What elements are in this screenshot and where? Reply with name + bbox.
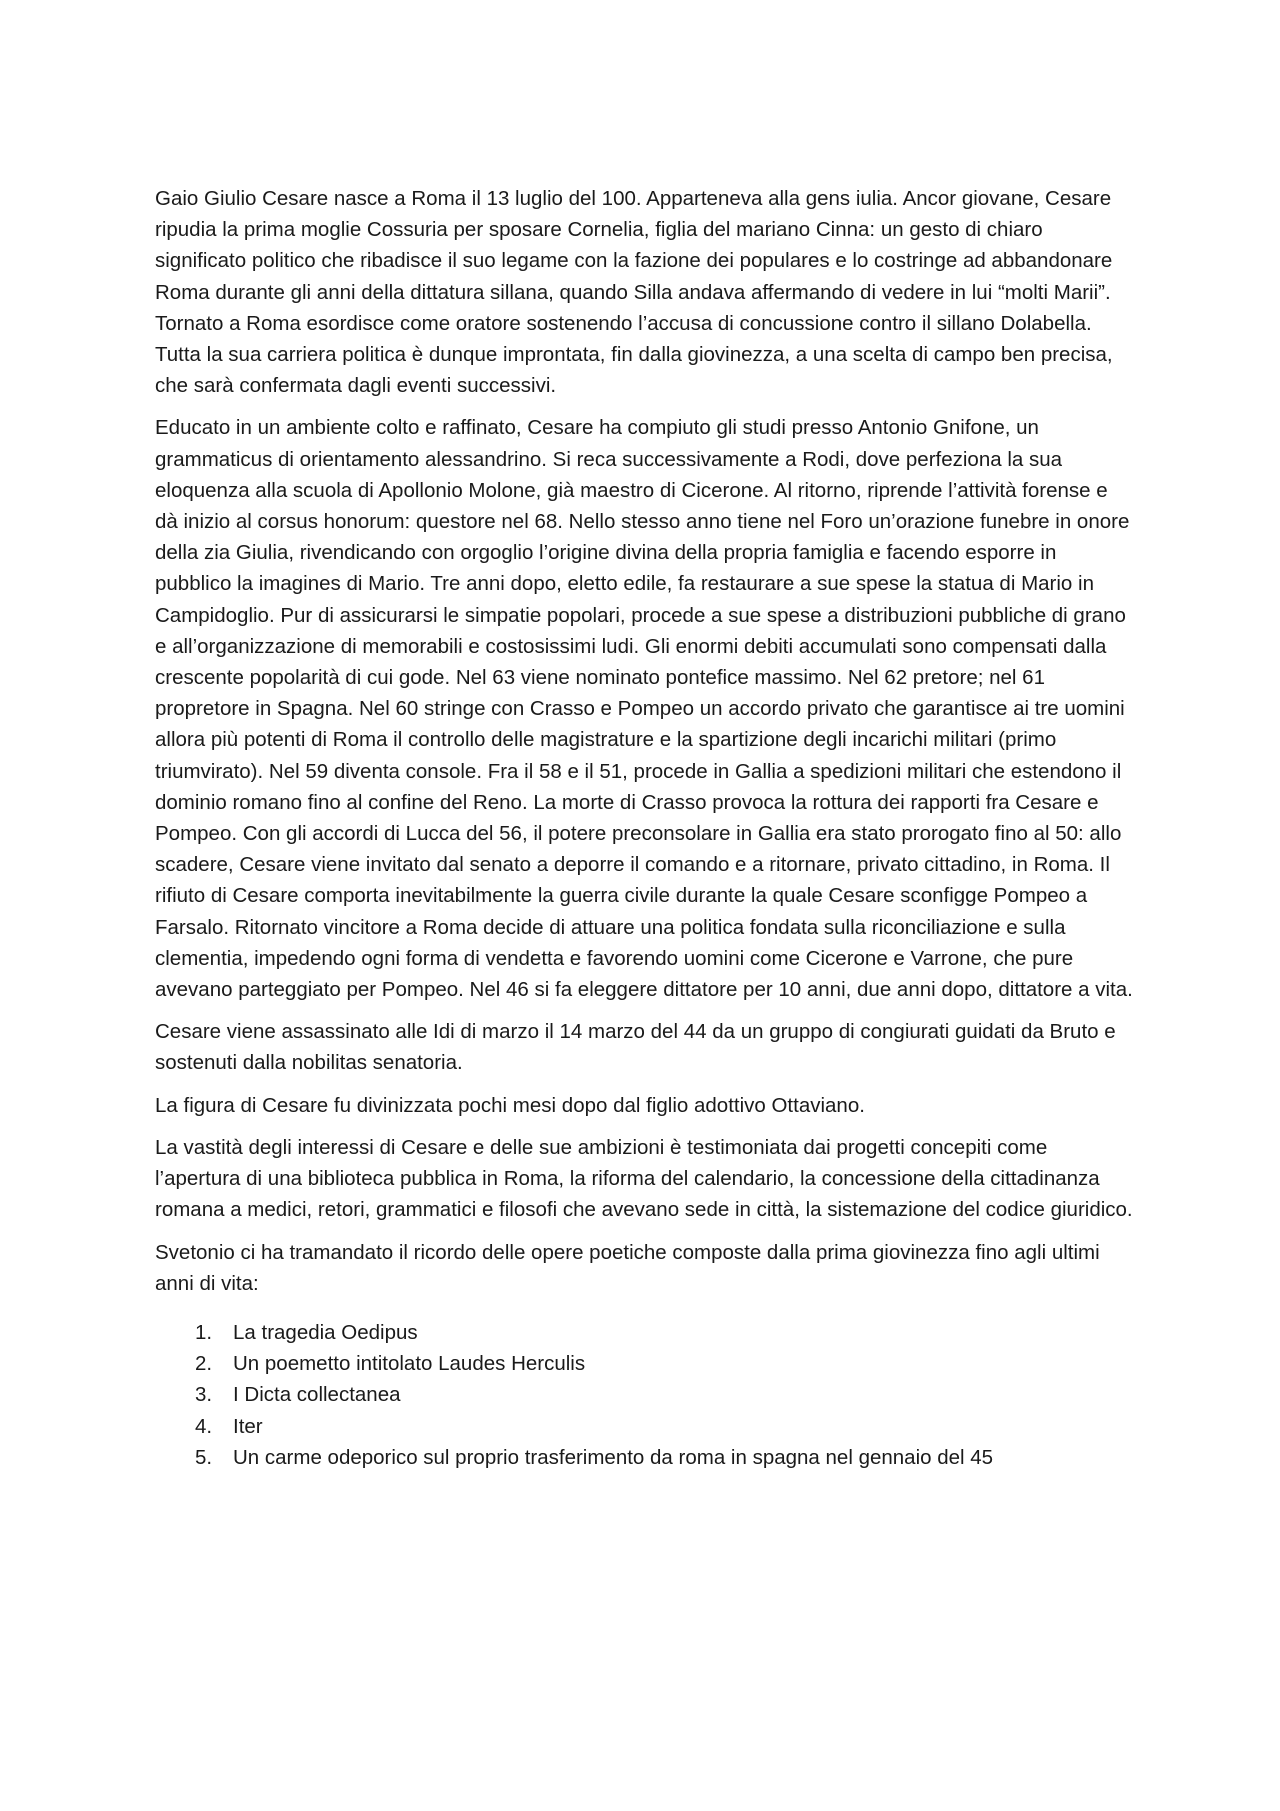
list-item-text: Un poemetto intitolato Laudes Herculis <box>233 1352 586 1376</box>
paragraph-career: Educato in un ambiente colto e raffinato, Cesare ha compiuto gli studi presso Antonio Gnifone, un grammaticus di orientamento alessandrino. Si reca successivamente a Rodi, dove perfeziona la sua eloquenza alla scuola di Apollonio Molone, già maestro di Cicerone. Al ritorno, riprende l’attività forense e dà inizio al corsus honorum: questore nel 68. Nello stesso anno tiene nel Foro un’orazione funebre in onore della zia Giulia, rivendicando con orgoglio l’origine divina della propria famiglia e facendo esporre in pubblico la imagines di Mario. Tre anni dopo, eletto edile, fa restaurare a sue spese la statua di Mario in Campidoglio. Pur di assicurarsi le simpatie popolari, procede a sue spese a distribuzioni pubbliche di grano e all’organizzazione di memorabili e costosissimi ludi. Gli enormi debiti accumulati sono compensati dalla crescente popolarità di cui gode. Nel 63 viene nominato pontefice massimo. Nel 62 pretore; nel 61 propretore in Spagna. Nel 60 stringe con Crasso e Pompeo un accordo privato che garantisce ai tre uomini allora più potenti di Roma il controllo delle magistrature e la spartizione degli incarichi militari (primo triumvirato). Nel 59 diventa console. Fra il 58 e il 51, procede in Gallia a spedizioni militari che estendono il dominio romano fino al confine del Reno. La morte di Crasso provoca la rottura dei rapporti fra Cesare e Pompeo. Con gli accordi di Lucca del 56, il potere preconsolare in Gallia era stato prorogato fino al 50: allo scadere, Cesare viene invitato dal senato a deporre il comando e a ritornare, privato cittadino, in Roma. Il rifiuto di Cesare comporta inevitabilmente la guerra civile durante la quale Cesare sconfigge Pompeo a Farsalo. Ritornato vincitore a Roma decide di attuare una politica fondata sulla riconciliazione e sulla clementia, impedendo ogni forma di vendetta e favorendo uomini come Cicerone e Varrone, che pure avevano parteggiato per Pompeo. Nel 46 si fa eleggere dittatore per 10 anni, due anni dopo, dittatore a vita. <box>155 416 1133 1002</box>
paragraph-interests: La vastità degli interessi di Cesare e delle sue ambizioni è testimoniata dai progetti concepiti come l’apertura di una biblioteca pubblica in Roma, la riforma del calendario, la concessione della cittadinanza romana a medici, retori, grammatici e filosofi che avevano sede in città, la sistemazione del codice giuridico. <box>155 1135 1133 1222</box>
list-item-number: 3. <box>195 1383 213 1407</box>
paragraph-divinization: La figura di Cesare fu divinizzata pochi mesi dopo dal figlio adottivo Ottaviano. <box>155 1093 865 1117</box>
list-item-number: 2. <box>195 1352 213 1376</box>
list-item-text: Un carme odeporico sul proprio trasferimento da roma in spagna nel gennaio del 45 <box>233 1445 994 1469</box>
works-list <box>155 1317 1135 1473</box>
list-item-number: 4. <box>195 1414 213 1438</box>
document-body <box>155 183 1135 1473</box>
list-item-number: 1. <box>195 1320 213 1344</box>
list-item-text: La tragedia Oedipus <box>233 1320 418 1344</box>
list-item <box>155 1411 1135 1442</box>
list-item <box>155 1317 1135 1348</box>
list-item <box>155 1442 1135 1473</box>
list-item-text: I Dicta collectanea <box>233 1383 401 1407</box>
list-item <box>155 1348 1135 1379</box>
paragraph-works-intro: Svetonio ci ha tramandato il ricordo delle opere poetiche composte dalla prima giovinezza fino agli ultimi anni di vita: <box>155 1240 1100 1295</box>
list-item <box>155 1379 1135 1410</box>
paragraph-assassination: Cesare viene assassinato alle Idi di marzo il 14 marzo del 44 da un gruppo di congiurati guidati da Bruto e sostenuti dalla nobilitas senatoria. <box>155 1020 1116 1075</box>
list-item-text: Iter <box>233 1414 263 1438</box>
list-item-number: 5. <box>195 1445 213 1469</box>
paragraph-early-life: Gaio Giulio Cesare nasce a Roma il 13 luglio del 100. Apparteneva alla gens iulia. Ancor giovane, Cesare ripudia la prima moglie Cossuria per sposare Cornelia, figlia del mariano Cinna: un gesto di chiaro significato politico che ribadisce il suo legame con la fazione dei populares e lo costringe ad abbandonare Roma durante gli anni della dittatura sillana, quando Silla andava affermando di vedere in lui “molti Marii”. Tornato a Roma esordisce come oratore sostenendo l’accusa di concussione contro il sillano Dolabella. Tutta la sua carriera politica è dunque improntata, fin dalla giovinezza, a una scelta di campo ben precisa, che sarà confermata dagli eventi successivi. <box>155 187 1113 398</box>
